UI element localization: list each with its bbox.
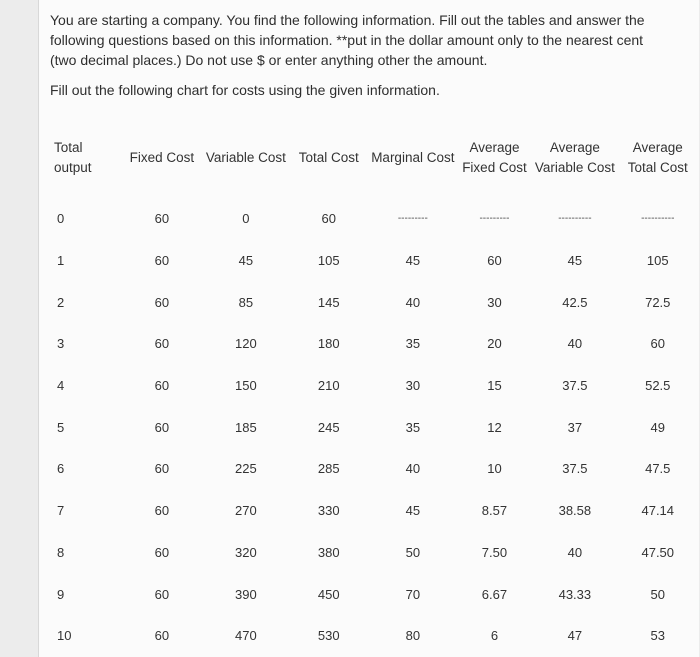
cell-average-fixed-cost: 20 (487, 336, 502, 352)
cell-fixed-cost: 60 (154, 503, 170, 519)
cell-variable-cost: 120 (235, 336, 257, 352)
cell-marginal-cost: --------- (397, 213, 428, 225)
cell-average-fixed-cost: 12 (487, 419, 502, 435)
cell-marginal-cost: 35 (405, 336, 421, 352)
cell-average-total-cost: 53 (650, 628, 665, 644)
header-average-fixed-cost: Average Fixed Cost (462, 140, 527, 175)
cell-variable-cost: 0 (242, 211, 250, 227)
cell-total-output: 6 (57, 461, 65, 477)
header-average-total-cost: Average Total Cost (627, 140, 688, 175)
cell-average-fixed-cost: 8.57 (481, 503, 508, 519)
cell-average-fixed-cost: --------- (479, 213, 510, 225)
cell-average-total-cost: 49 (650, 419, 665, 435)
table-row (40, 198, 698, 240)
table-row (40, 365, 698, 407)
cell-fixed-cost: 60 (154, 628, 170, 644)
cell-average-fixed-cost: 15 (487, 378, 502, 394)
cell-variable-cost: 225 (235, 461, 257, 477)
cell-average-total-cost: 105 (646, 253, 669, 269)
cell-total-cost: 330 (317, 503, 340, 519)
instructions-paragraph: You are starting a company. You find the following information. Fill out the tables and answer the following questions based on this information. **put in the dollar amount only to the nearest cent (two decimal places.) Do not use $ or enter anything other the amount. (50, 12, 645, 68)
cell-marginal-cost: 80 (405, 628, 421, 644)
cell-total-output: 10 (57, 628, 72, 644)
cell-marginal-cost: 70 (405, 586, 421, 602)
cell-fixed-cost: 60 (154, 419, 170, 435)
cell-average-variable-cost: 45 (567, 253, 583, 269)
cell-total-output: 9 (57, 586, 65, 602)
cell-average-total-cost: 50 (650, 586, 665, 602)
cell-variable-cost: 150 (235, 378, 257, 394)
cell-average-total-cost: 47.50 (641, 544, 675, 560)
cell-total-cost: 180 (317, 336, 340, 352)
cell-variable-cost: 185 (235, 419, 257, 435)
cell-marginal-cost: 40 (405, 461, 421, 477)
table-body (40, 198, 698, 657)
cell-average-fixed-cost: 30 (487, 294, 502, 310)
cell-total-cost: 105 (317, 253, 340, 269)
cell-average-total-cost: 47.5 (645, 461, 671, 477)
table-row (40, 240, 698, 282)
cell-variable-cost: 320 (235, 544, 257, 560)
cell-total-cost: 285 (317, 461, 340, 477)
fill-instruction: Fill out the following chart for costs using the given information. (50, 82, 440, 98)
header-marginal-cost: Marginal Cost (371, 150, 455, 165)
cell-total-output: 1 (57, 253, 65, 269)
cell-total-cost: 210 (317, 378, 340, 394)
cell-average-fixed-cost: 6 (490, 628, 499, 644)
cell-marginal-cost: 45 (405, 253, 421, 269)
cell-average-variable-cost: 43.33 (558, 586, 592, 602)
cell-average-variable-cost: 40 (567, 544, 583, 560)
cell-average-fixed-cost: 7.50 (481, 544, 508, 560)
cell-variable-cost: 85 (238, 294, 254, 310)
cell-total-cost: 60 (321, 211, 336, 227)
cell-fixed-cost: 60 (154, 461, 170, 477)
cell-marginal-cost: 50 (405, 544, 421, 560)
header-fixed-cost: Fixed Cost (129, 150, 195, 165)
table-row (40, 532, 698, 574)
cell-average-variable-cost: ---------- (558, 213, 592, 225)
cell-total-output: 2 (57, 294, 65, 310)
cell-fixed-cost: 60 (154, 378, 170, 394)
cell-marginal-cost: 45 (405, 503, 421, 519)
cell-average-fixed-cost: 60 (487, 253, 502, 269)
table-row (40, 490, 698, 532)
cell-fixed-cost: 60 (154, 336, 170, 352)
cost-table (40, 118, 698, 657)
cell-variable-cost: 470 (235, 628, 257, 644)
header-total-cost: Total Cost (298, 150, 359, 165)
header-variable-cost: Variable Cost (205, 150, 286, 165)
table-row (40, 448, 698, 490)
cell-marginal-cost: 35 (405, 419, 421, 435)
header-total-output: Total output (54, 140, 92, 175)
cell-total-cost: 450 (317, 586, 340, 602)
cell-average-variable-cost: 37.5 (562, 461, 588, 477)
cell-total-output: 8 (57, 544, 65, 560)
cell-fixed-cost: 60 (154, 211, 170, 227)
cell-fixed-cost: 60 (154, 544, 170, 560)
cell-total-cost: 245 (317, 419, 340, 435)
cell-total-output: 7 (57, 503, 65, 519)
cell-average-fixed-cost: 10 (487, 461, 502, 477)
cell-variable-cost: 45 (238, 253, 254, 269)
cell-average-total-cost: 47.14 (641, 503, 675, 519)
table-row (40, 615, 698, 657)
cell-fixed-cost: 60 (154, 294, 170, 310)
cell-fixed-cost: 60 (154, 253, 170, 269)
table-row (40, 281, 698, 323)
cell-marginal-cost: 40 (405, 294, 421, 310)
cell-total-output: 0 (57, 211, 65, 227)
cell-variable-cost: 270 (235, 503, 257, 519)
header-average-variable-cost: Average Variable Cost (534, 140, 615, 175)
cell-variable-cost: 390 (235, 586, 257, 602)
cell-total-output: 5 (57, 419, 65, 435)
cell-average-fixed-cost: 6.67 (481, 586, 508, 602)
table-row (40, 323, 698, 365)
cell-marginal-cost: 30 (405, 378, 421, 394)
cell-average-total-cost: ---------- (641, 213, 675, 225)
cell-average-variable-cost: 40 (567, 336, 583, 352)
cell-total-cost: 380 (317, 544, 340, 560)
cell-average-total-cost: 72.5 (645, 294, 671, 310)
cell-average-variable-cost: 37 (567, 419, 583, 435)
cell-total-output: 4 (57, 378, 65, 394)
header-row (40, 118, 698, 198)
cell-total-output: 3 (57, 336, 65, 352)
cell-total-cost: 530 (317, 628, 340, 644)
cell-average-variable-cost: 42.5 (562, 294, 588, 310)
table-row (40, 406, 698, 448)
table-row (40, 573, 698, 615)
instructions (50, 10, 650, 100)
cell-fixed-cost: 60 (154, 586, 170, 602)
cell-average-total-cost: 60 (650, 336, 665, 352)
cell-average-total-cost: 52.5 (645, 378, 671, 394)
cell-average-variable-cost: 47 (567, 628, 583, 644)
cell-average-variable-cost: 37.5 (562, 378, 588, 394)
cell-total-cost: 145 (317, 294, 340, 310)
cell-average-variable-cost: 38.58 (558, 503, 592, 519)
